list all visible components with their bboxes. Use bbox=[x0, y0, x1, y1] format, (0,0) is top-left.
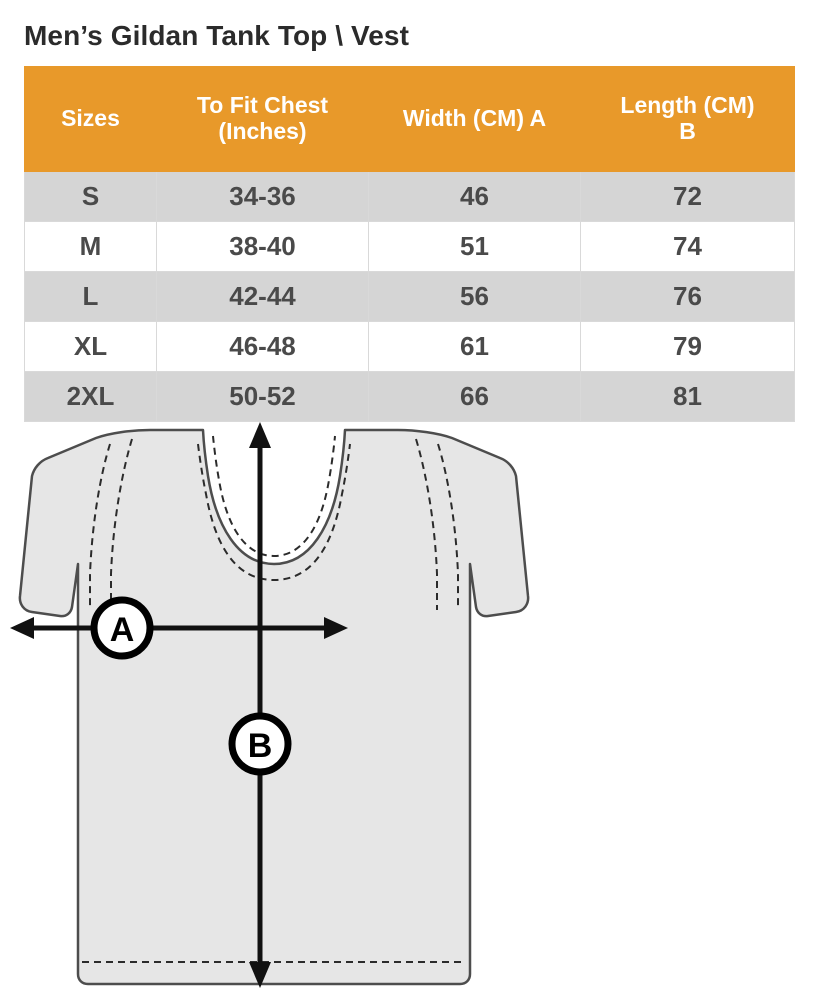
cell-length: 74 bbox=[581, 222, 795, 272]
cell-width: 51 bbox=[369, 222, 581, 272]
cell-chest: 38-40 bbox=[157, 222, 369, 272]
garment-outline bbox=[20, 430, 528, 984]
column-header-length-line-1: Length (CM) bbox=[620, 92, 755, 119]
measurement-badge-b-label: B bbox=[247, 727, 273, 765]
table-row bbox=[25, 322, 795, 372]
cell-width: 66 bbox=[369, 372, 581, 422]
column-header-sizes bbox=[25, 67, 157, 172]
column-header-to-fit-chest bbox=[157, 67, 369, 172]
cell-width: 46 bbox=[369, 172, 581, 222]
table-header-row bbox=[25, 67, 795, 172]
size-table bbox=[24, 66, 795, 422]
table-row bbox=[25, 272, 795, 322]
garment-diagram bbox=[0, 414, 818, 1007]
table-row bbox=[25, 172, 795, 222]
cell-size: M bbox=[25, 222, 157, 272]
measurement-badge-a-label: A bbox=[109, 611, 135, 649]
cell-width: 61 bbox=[369, 322, 581, 372]
column-header-to-fit-chest-line-2: (Inches) bbox=[218, 118, 307, 144]
cell-size: L bbox=[25, 272, 157, 322]
column-header-to-fit-chest-line-1: To Fit Chest bbox=[196, 92, 329, 119]
column-header-sizes-line-1: Sizes bbox=[61, 105, 120, 132]
page-title: Men’s Gildan Tank Top \ Vest bbox=[24, 20, 410, 51]
cell-length: 81 bbox=[581, 372, 795, 422]
cell-length: 72 bbox=[581, 172, 795, 222]
cell-size: XL bbox=[25, 322, 157, 372]
cell-width: 56 bbox=[369, 272, 581, 322]
column-header-width-line-1: Width (CM) A bbox=[402, 105, 547, 132]
cell-length: 76 bbox=[581, 272, 795, 322]
column-header-length bbox=[581, 67, 795, 172]
cell-size: 2XL bbox=[25, 372, 157, 422]
cell-size: S bbox=[25, 172, 157, 222]
cell-chest: 34-36 bbox=[157, 172, 369, 222]
cell-chest: 46-48 bbox=[157, 322, 369, 372]
table-row bbox=[25, 222, 795, 272]
cell-length: 79 bbox=[581, 322, 795, 372]
cell-chest: 50-52 bbox=[157, 372, 369, 422]
column-header-width bbox=[369, 67, 581, 172]
cell-chest: 42-44 bbox=[157, 272, 369, 322]
tank-top-illustration bbox=[20, 430, 528, 984]
column-header-length-line-2: B bbox=[679, 118, 696, 144]
